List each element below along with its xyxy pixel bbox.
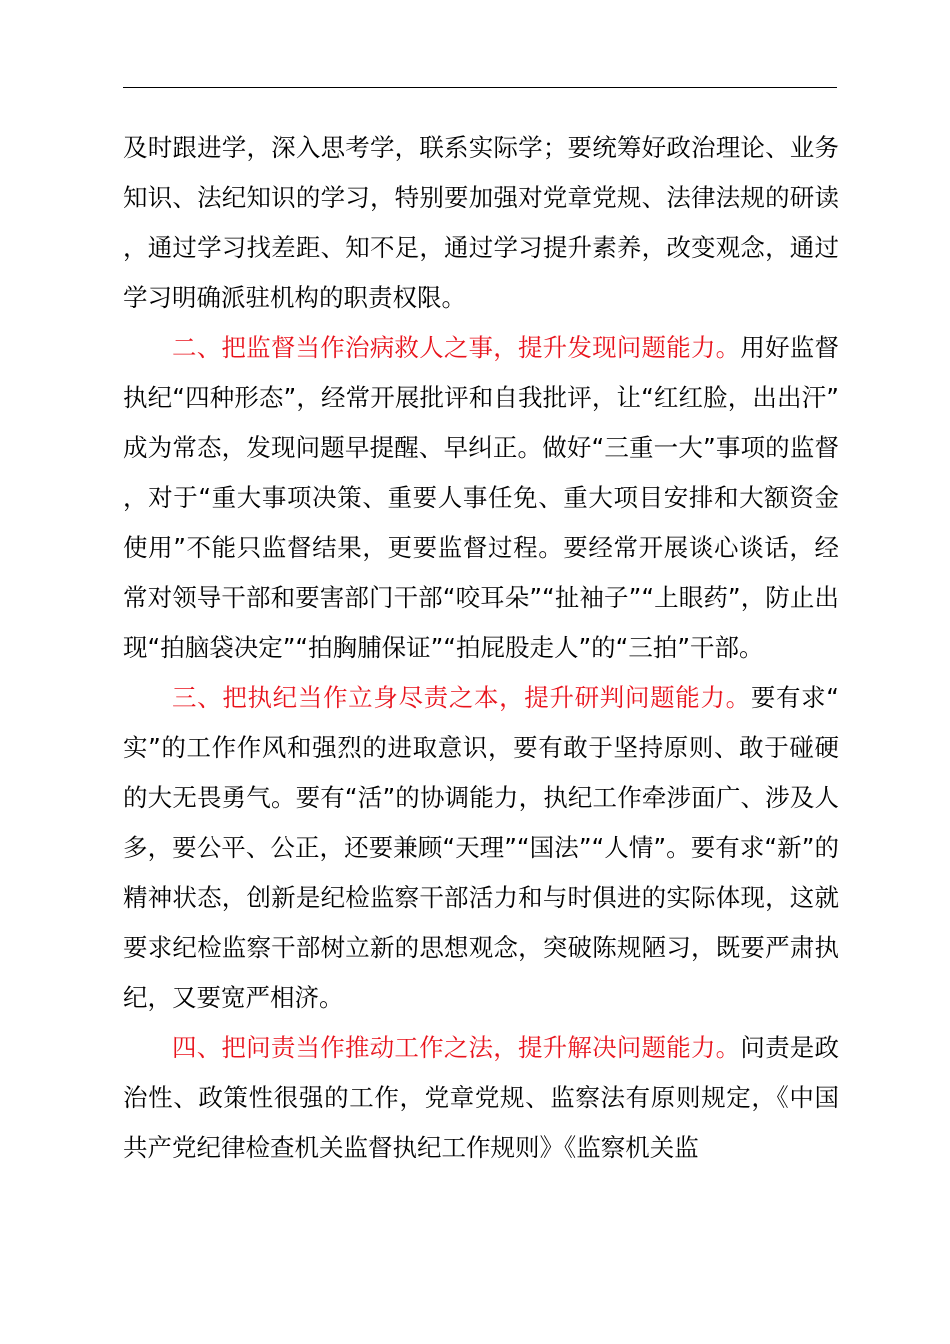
paragraph-4-text: 问责是政治性、政策性很强的工作，党章党规、监察法有原则规定，《中国共产党纪律检查机关监督执纪工作规则》《监察机关监 — [123, 1033, 840, 1162]
paragraph-2 — [123, 323, 839, 673]
document-body — [123, 123, 839, 1173]
header-rule — [123, 87, 837, 88]
section-3-heading: 三、把执纪当作立身尽责之本，提升研判问题能力。 — [172, 683, 751, 712]
paragraph-4 — [123, 1023, 839, 1173]
paragraph-3-text: 要有求“实”的工作作风和强烈的进取意识，要有敢于坚持原则、敢于碰硬的大无畏勇气。要有“活”的协调能力，执纪工作牵涉面广、涉及人多，要公平、公正，还要兼顾“天理”“国法”“人情”。要有求“新”的精神状态，创新是纪检监察干部活力和与时俱进的实际体现，这就要求纪检监察干部树立新的思想观念，突破陈规陋习，既要严肃执纪，又要宽严相济。 — [123, 683, 840, 1012]
paragraph-2-text: 用好监督执纪“四种形态”，经常开展批评和自我批评，让“红红脸，出出汗”成为常态，发现问题早提醒、早纠正。做好“三重一大”事项的监督，对于“重大事项决策、重要人事任免、重大项目安排和大额资金使用”不能只监督结果，更要监督过程。要经常开展谈心谈话，经常对领导干部和要害部门干部“咬耳朵”“扯袖子”“上眼药”，防止出现“拍脑袋决定”“拍胸脯保证”“拍屁股走人”的“三拍”干部。 — [123, 333, 840, 662]
paragraph-1 — [123, 123, 839, 323]
paragraph-1-text: 及时跟进学，深入思考学，联系实际学；要统筹好政治理论、业务知识、法纪知识的学习，特别要加强对党章党规、法律法规的研读，通过学习找差距、知不足，通过学习提升素养，改变观念，通过学习明确派驻机构的职责权限。 — [123, 133, 839, 312]
section-2-heading: 二、把监督当作治病救人之事，提升发现问题能力。 — [172, 333, 741, 362]
section-4-heading: 四、把问责当作推动工作之法，提升解决问题能力。 — [172, 1033, 741, 1062]
paragraph-3 — [123, 673, 839, 1023]
